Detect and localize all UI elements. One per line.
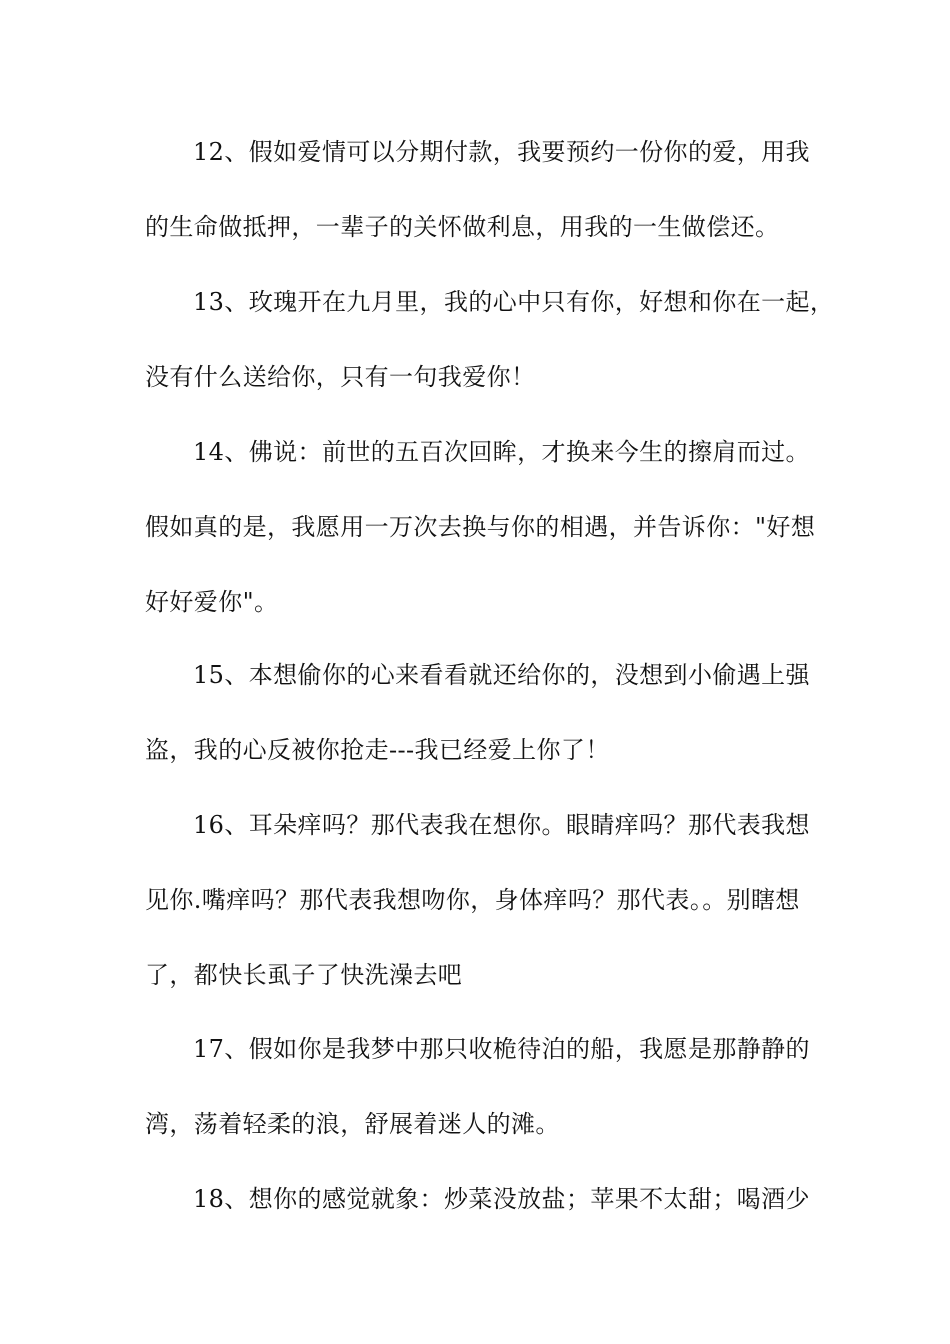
paragraph-17-line-2: 湾，荡着轻柔的浪，舒展着迷人的滩。 <box>145 1110 560 1138</box>
paragraph-17-line-1: 17、假如你是我梦中那只收桅待泊的船，我愿是那静静的 <box>193 1035 810 1063</box>
paragraph-15-line-2: 盗，我的心反被你抢走---我已经爱上你了！ <box>145 736 610 764</box>
paragraph-14-line-2: 假如真的是，我愿用一万次去换与你的相遇，并告诉你："好想 <box>145 513 816 541</box>
paragraph-12-line-2: 的生命做抵押，一辈子的关怀做利息，用我的一生做偿还。 <box>145 213 780 241</box>
paragraph-14-line-3: 好好爱你"。 <box>145 588 279 616</box>
paragraph-16-line-3: 了，都快长虱子了快洗澡去吧 <box>145 961 463 989</box>
paragraph-14-line-1: 14、佛说：前世的五百次回眸，才换来今生的擦肩而过。 <box>193 438 810 466</box>
paragraph-12-line-1: 12、假如爱情可以分期付款，我要预约一份你的爱，用我 <box>193 138 810 166</box>
paragraph-16-line-2: 见你.嘴痒吗？那代表我想吻你，身体痒吗？那代表。。别瞎想 <box>145 886 800 914</box>
paragraph-15-line-1: 15、本想偷你的心来看看就还给你的，没想到小偷遇上强 <box>193 661 810 689</box>
paragraph-18-line-1: 18、想你的感觉就象：炒菜没放盐；苹果不太甜；喝酒少 <box>193 1185 810 1213</box>
paragraph-13-line-1: 13、玫瑰开在九月里，我的心中只有你，好想和你在一起， <box>193 288 835 316</box>
paragraph-16-line-1: 16、耳朵痒吗？那代表我在想你。眼睛痒吗？那代表我想 <box>193 811 810 839</box>
paragraph-13-line-2: 没有什么送给你，只有一句我爱你！ <box>145 363 536 391</box>
